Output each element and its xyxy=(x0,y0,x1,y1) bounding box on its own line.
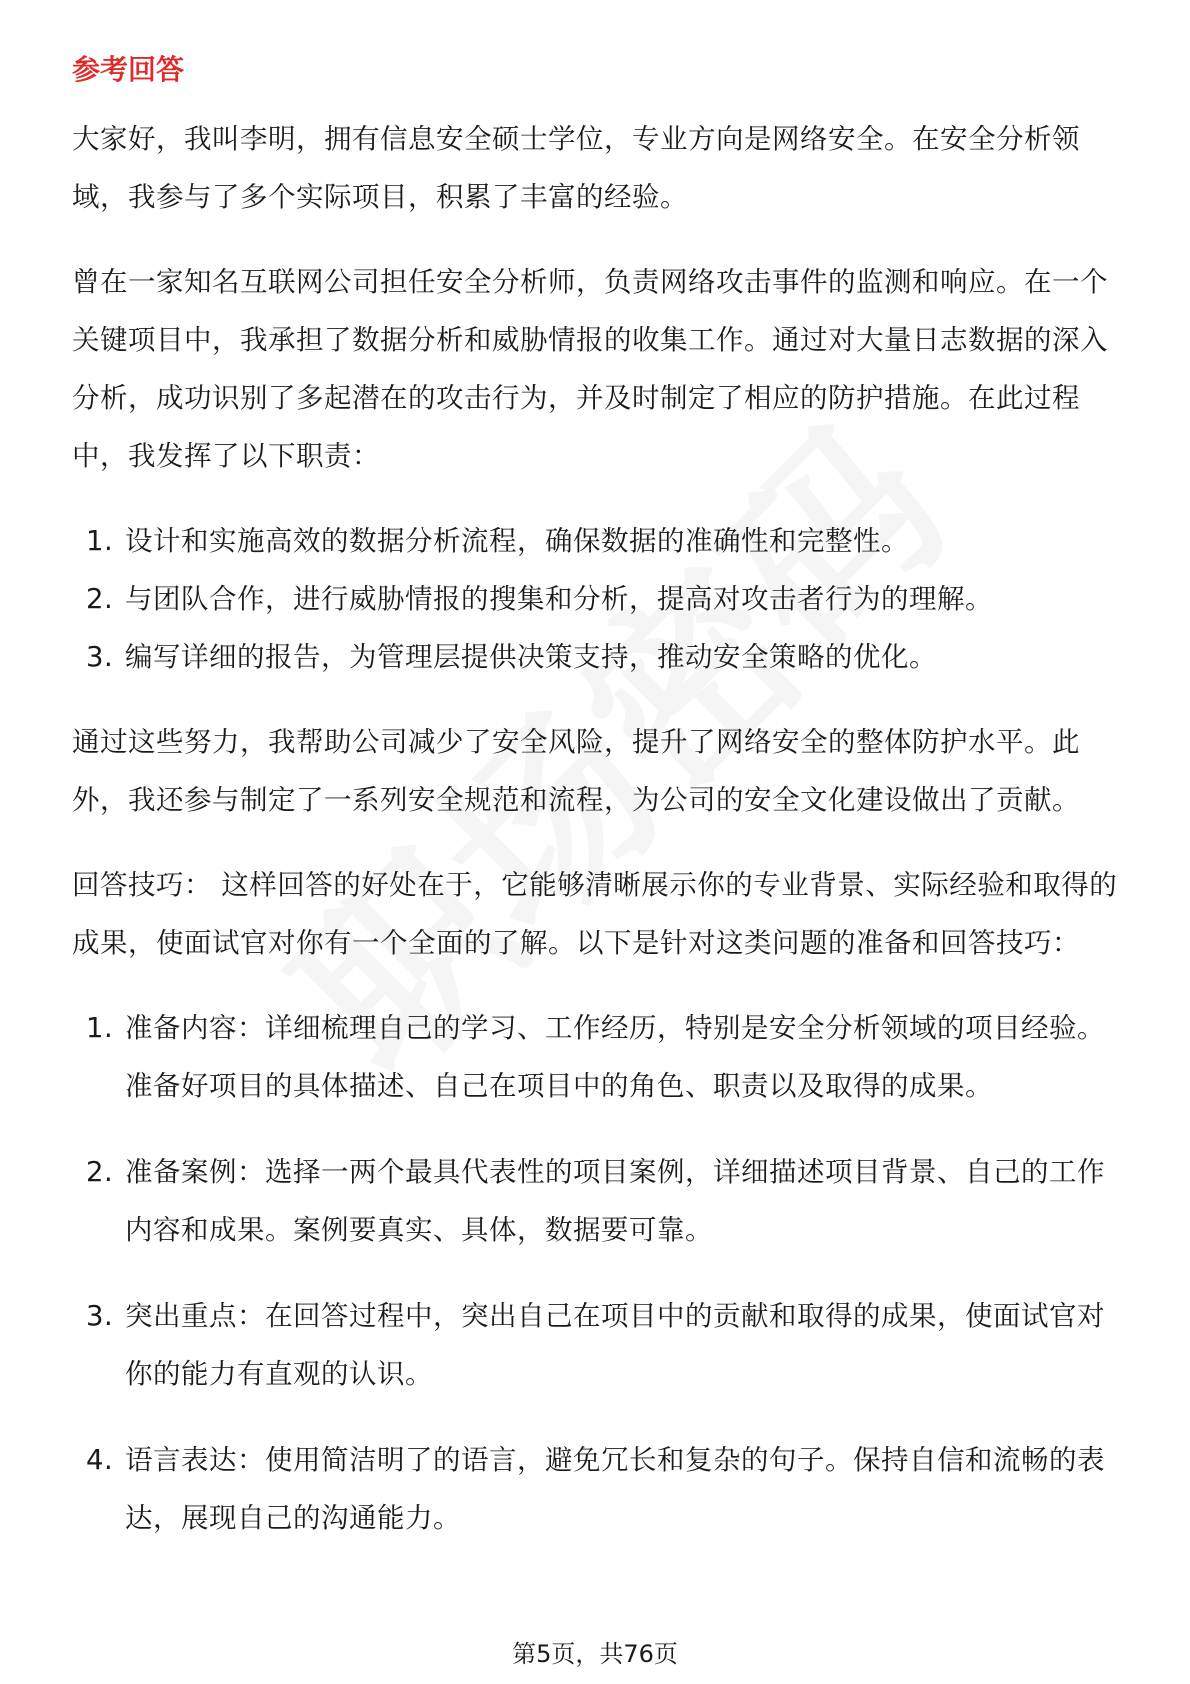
list-number: 4. xyxy=(86,1444,114,1476)
list-number: 1. xyxy=(86,1012,114,1044)
list-item xyxy=(72,999,1122,1115)
list-number: 3. xyxy=(86,641,114,673)
tips-list xyxy=(72,999,1122,1547)
list-item xyxy=(72,512,1122,570)
tips-paragraph: 回答技巧： 这样回答的好处在于，它能够清晰展示你的专业背景、实际经验和取得的成果，使面试官对你有一个全面的了解。以下是针对这类问题的准备和回答技巧： xyxy=(72,869,1118,959)
list-item xyxy=(72,628,1122,686)
list-number: 2. xyxy=(86,583,114,615)
section-heading: 参考回答 xyxy=(72,53,185,86)
intro-paragraph: 大家好，我叫李明，拥有信息安全硕士学位，专业方向是网络安全。在安全分析领域，我参与了多个实际项目，积累了丰富的经验。 xyxy=(72,123,1080,213)
document-page xyxy=(72,40,1122,1574)
list-item xyxy=(72,1431,1122,1547)
list-item-text: 准备内容：详细梳理自己的学习、工作经历，特别是安全分析领域的项目经验。准备好项目的具体描述、自己在项目中的角色、职责以及取得的成果。 xyxy=(125,1012,1105,1102)
experience-paragraph: 曾在一家知名互联网公司担任安全分析师，负责网络攻击事件的监测和响应。在一个关键项目中，我承担了数据分析和威胁情报的收集工作。通过对大量日志数据的深入分析，成功识别了多起潜在的攻击行为，并及时制定了相应的防护措施。在此过程中，我发挥了以下职责： xyxy=(72,266,1108,472)
page-number-footer: 第5页，共76页 xyxy=(512,1640,678,1668)
list-item-text: 与团队合作，进行威胁情报的搜集和分析，提高对攻击者行为的理解。 xyxy=(125,583,993,615)
list-item-text: 语言表达：使用简洁明了的语言，避免冗长和复杂的句子。保持自信和流畅的表达，展现自己的沟通能力。 xyxy=(125,1444,1105,1534)
result-paragraph: 通过这些努力，我帮助公司减少了安全风险，提升了网络安全的整体防护水平。此外，我还参与制定了一系列安全规范和流程，为公司的安全文化建设做出了贡献。 xyxy=(72,726,1080,816)
list-item xyxy=(72,1143,1122,1259)
list-item-text: 准备案例：选择一两个最具代表性的项目案例，详细描述项目背景、自己的工作内容和成果。案例要真实、具体，数据要可靠。 xyxy=(125,1156,1105,1246)
duties-list xyxy=(72,512,1122,686)
list-item-text: 突出重点：在回答过程中，突出自己在项目中的贡献和取得的成果，使面试官对你的能力有直观的认识。 xyxy=(125,1300,1105,1390)
list-item xyxy=(72,570,1122,628)
list-item-text: 设计和实施高效的数据分析流程，确保数据的准确性和完整性。 xyxy=(125,525,909,557)
list-number: 1. xyxy=(86,525,114,557)
list-number: 2. xyxy=(86,1156,114,1188)
list-number: 3. xyxy=(86,1300,114,1332)
list-item xyxy=(72,1287,1122,1403)
list-item-text: 编写详细的报告，为管理层提供决策支持，推动安全策略的优化。 xyxy=(125,641,937,673)
